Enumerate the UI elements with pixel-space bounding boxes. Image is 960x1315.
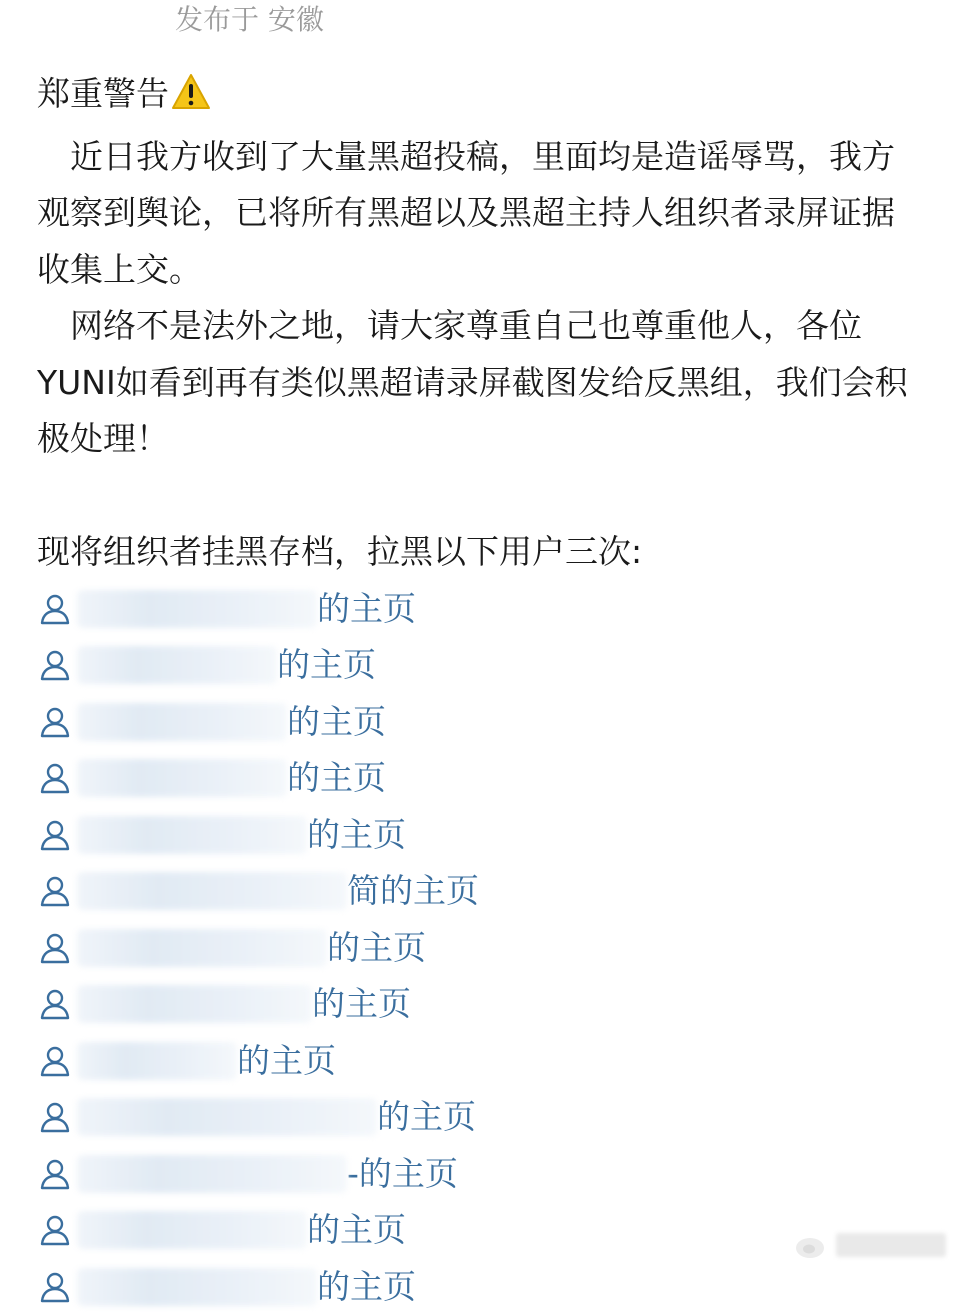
user-link[interactable]: [37, 750, 927, 807]
user-link-label: 的主页: [317, 581, 416, 638]
user-link-label: 的主页: [287, 694, 386, 751]
redacted-username: [77, 759, 287, 797]
user-link[interactable]: [37, 807, 927, 864]
watermark: [794, 1230, 946, 1260]
user-link-label: 简的主页: [347, 863, 479, 920]
watermark-text: [836, 1233, 946, 1257]
user-link[interactable]: [37, 694, 927, 751]
post-title: 郑重警告: [37, 74, 169, 113]
list-intro: 现将组织者挂黑存档，拉黑以下用户三次:: [37, 524, 927, 581]
user-icon: [37, 647, 73, 683]
user-link-label: 的主页: [307, 807, 406, 864]
redacted-username: [77, 985, 312, 1023]
user-link[interactable]: [37, 863, 927, 920]
user-link[interactable]: [37, 1259, 927, 1315]
weibo-logo-icon: [794, 1230, 830, 1260]
redacted-username: [77, 1098, 377, 1136]
user-link[interactable]: [37, 920, 927, 977]
user-link[interactable]: [37, 581, 927, 638]
user-link[interactable]: [37, 1146, 927, 1203]
redacted-username: [77, 590, 317, 628]
post-paragraph-1: 近日我方收到了大量黑超投稿，里面均是造谣辱骂，我方观察到舆论，已将所有黑超以及黑超主持人组织者录屏证据收集上交。: [37, 129, 927, 299]
redacted-username: [77, 816, 307, 854]
user-link-label: 的主页: [377, 1089, 476, 1146]
redacted-username: [77, 1042, 237, 1080]
user-link[interactable]: [37, 1033, 927, 1090]
user-link-label: 的主页: [237, 1033, 336, 1090]
user-icon: [37, 591, 73, 627]
user-icon: [37, 1099, 73, 1135]
user-link-list: [37, 581, 927, 1315]
user-link[interactable]: [37, 1089, 927, 1146]
user-link-label: 的主页: [287, 750, 386, 807]
user-icon: [37, 704, 73, 740]
user-icon: [37, 930, 73, 966]
user-icon: [37, 986, 73, 1022]
redacted-username: [77, 872, 347, 910]
spacer: [37, 468, 927, 525]
redacted-username: [77, 1268, 317, 1306]
user-link[interactable]: [37, 637, 927, 694]
user-link-label: 的主页: [307, 1202, 406, 1259]
redacted-username: [77, 929, 327, 967]
user-link-label: -的主页: [347, 1146, 458, 1203]
user-icon: [37, 817, 73, 853]
post-paragraph-2: 网络不是法外之地，请大家尊重自己也尊重他人，各位YUNI如看到再有类似黑超请录屏截图发给反黑组，我们会积极处理！: [37, 298, 927, 468]
user-icon: [37, 760, 73, 796]
redacted-username: [77, 646, 277, 684]
user-link[interactable]: [37, 976, 927, 1033]
user-link-label: 的主页: [327, 920, 426, 977]
user-icon: [37, 1269, 73, 1305]
redacted-username: [77, 703, 287, 741]
user-link-label: 的主页: [312, 976, 411, 1033]
user-icon: [37, 1156, 73, 1192]
warning-icon: [171, 72, 211, 129]
user-icon: [37, 873, 73, 909]
post-title-line: [37, 66, 927, 129]
redacted-username: [77, 1211, 307, 1249]
user-icon: [37, 1043, 73, 1079]
redacted-username: [77, 1155, 347, 1193]
post-location: 发布于 安徽: [175, 2, 324, 38]
user-link-label: 的主页: [277, 637, 376, 694]
user-link-label: 的主页: [317, 1259, 416, 1315]
user-icon: [37, 1212, 73, 1248]
post-body: [37, 66, 927, 1315]
